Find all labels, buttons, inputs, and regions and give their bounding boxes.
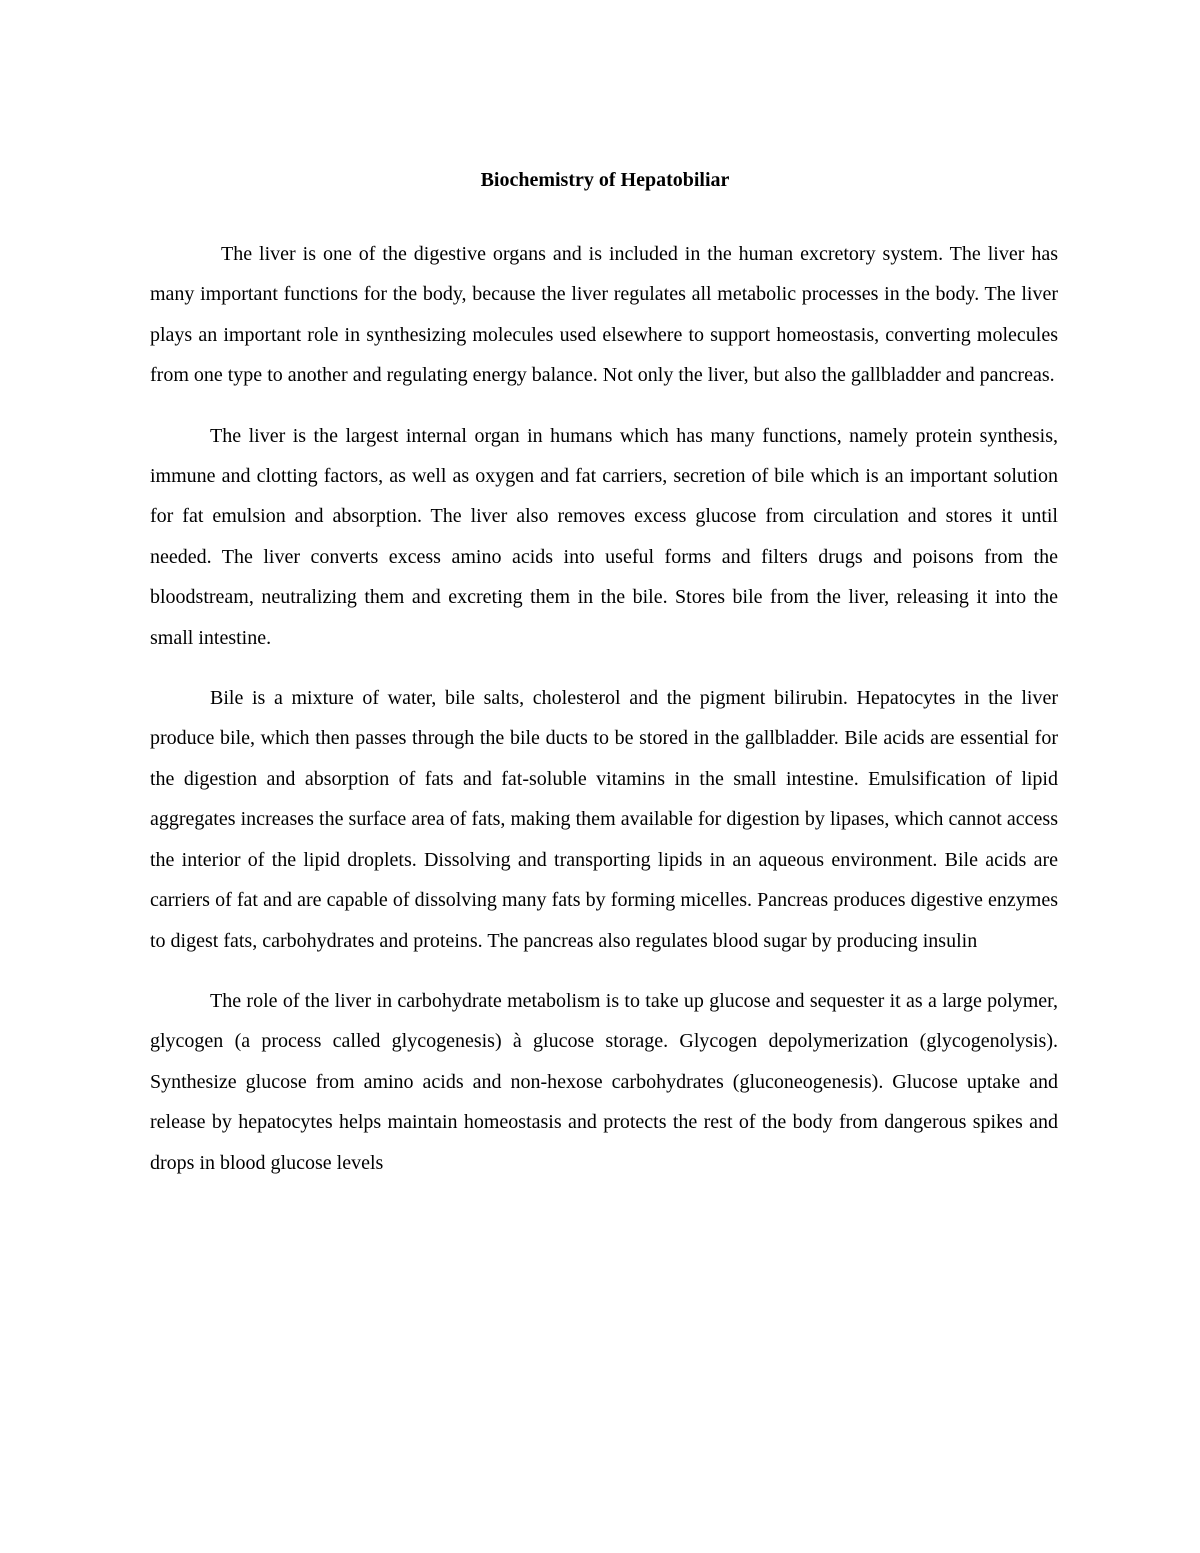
paragraph-liver-overview: The liver is one of the digestive organs and is included in the human excretory system. The liver has many important functions for the body, because the liver regulates all metabolic processes in the body. The liver plays an important role in synthesizing molecules used elsewhere to support homeostasis, converting molecules from one type to another and regulating energy balance. Not only the liver, but also the gallbladder and pancreas. [150, 243, 1058, 387]
document-page [150, 168, 1058, 1183]
paragraph-bile: Bile is a mixture of water, bile salts, cholesterol and the pigment bilirubin. Hepatocytes in the liver produce bile, which then passes through the bile ducts to be stored in the gallbladder. Bile acids are essential for the digestion and absorption of fats and fat-soluble vitamins in the small intestine. Emulsification of lipid aggregates increases the surface area of fats, making them available for digestion by lipases, which cannot access the interior of the lipid droplets. Dissolving and transporting lipids in an aqueous environment. Bile acids are carriers of fat and are capable of dissolving many fats by forming micelles. Pancreas produces digestive enzymes to digest fats, carbohydrates and proteins. The pancreas also regulates blood sugar by producing insulin [150, 687, 1058, 952]
document-title: Biochemistry of Hepatobiliar [480, 169, 730, 191]
paragraph-liver-functions: The liver is the largest internal organ in humans which has many functions, namely protein synthesis, immune and clotting factors, as well as oxygen and fat carriers, secretion of bile which is an important solution for fat emulsion and absorption. The liver also removes excess glucose from circulation and stores it until needed. The liver converts excess amino acids into useful forms and filters drugs and poisons from the bloodstream, neutralizing them and excreting them in the bile. Stores bile from the liver, releasing it into the small intestine. [150, 424, 1058, 649]
paragraph-carbohydrate-metabolism: The role of the liver in carbohydrate metabolism is to take up glucose and sequester it as a large polymer, glycogen (a process called glycogenesis) à glucose storage. Glycogen depolymerization (glycogenolysis). Synthesize glucose from amino acids and non-hexose carbohydrates (gluconeogenesis). Glucose uptake and release by hepatocytes helps maintain homeostasis and protects the rest of the body from dangerous spikes and drops in blood glucose levels [150, 989, 1058, 1174]
